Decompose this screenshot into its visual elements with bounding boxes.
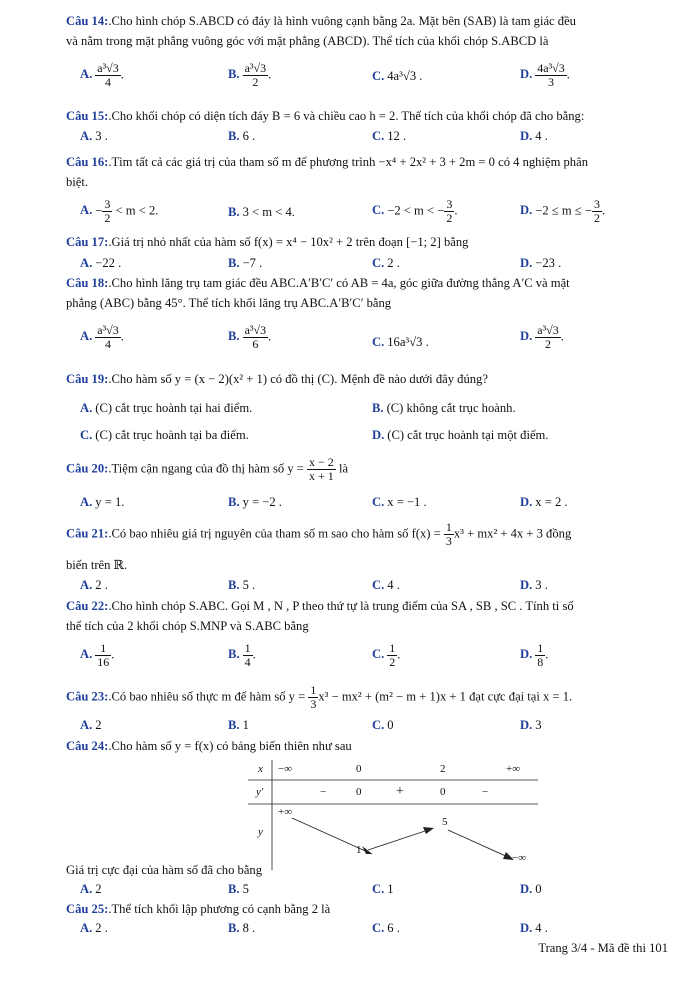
option-a[interactable]: A. 2: [80, 882, 102, 896]
fraction: $\frac{1}{3}$: [445, 520, 452, 548]
option-d[interactable]: D. $\frac{\text{a³√3}}{2}$ .: [520, 323, 564, 351]
option-c[interactable]: C. (C) cắt trục hoành tại ba điểm.: [80, 428, 249, 442]
option-b[interactable]: B. −7 .: [228, 256, 263, 270]
question-number: Câu 16:: [66, 155, 109, 169]
option-b[interactable]: B. 6 .: [228, 129, 256, 143]
fraction: $\frac{1}{4}$: [244, 641, 251, 669]
option-a[interactable]: A. −22 .: [80, 256, 122, 270]
question-text: .Cho hàm số y = f(x) có bảng biến thiên như sau: [108, 739, 352, 753]
page-footer: Trang 3/4 - Mã đề thi 101: [538, 941, 668, 955]
question-number: Câu 22:: [66, 599, 109, 613]
option-c[interactable]: C. 16a³√3 .: [372, 335, 429, 349]
fraction: $\frac{1}{16}$: [97, 641, 110, 669]
option-b[interactable]: B. 8 .: [228, 921, 256, 935]
option-c[interactable]: C. 0: [372, 718, 394, 732]
option-a[interactable]: A. (C) cắt trục hoành tại hai điểm.: [80, 401, 253, 415]
x-value: −∞: [278, 763, 293, 775]
x-value: +∞: [506, 763, 521, 775]
option-d[interactable]: D. x = 2 .: [520, 495, 568, 509]
question-text: Giá trị cực đại của hàm số đã cho bằng: [66, 863, 263, 877]
fraction: $\frac{\text{a³√3}}{4}$: [97, 61, 119, 89]
question-22: [66, 596, 668, 636]
sign: −: [320, 786, 327, 798]
option-a[interactable]: A. 2 .: [80, 921, 108, 935]
question-text: .Cho hình lăng trụ tam giác đều ABC.A′B′C′ có AB = 4a, góc giữa đường thẳng A′C và mặt: [108, 276, 570, 290]
option-c[interactable]: C. 1: [372, 882, 394, 896]
option-c[interactable]: C. 2 .: [372, 256, 400, 270]
y-label: y: [258, 826, 263, 838]
question-number: Câu 21:: [66, 526, 109, 541]
question-text: .Có bao nhiêu giá trị nguyên của tham số m sao cho hàm số f(x) =: [108, 526, 444, 541]
variation-table: [248, 760, 538, 870]
yprime-label: y′: [256, 786, 264, 798]
sign: −: [482, 786, 489, 798]
question-text: .Giá trị nhỏ nhất của hàm số f(x) = x⁴ − 10x² + 2 trên đoạn [−1; 2] bằng: [108, 235, 469, 249]
option-a[interactable]: A. y = 1.: [80, 495, 125, 509]
option-b[interactable]: B. y = −2 .: [228, 495, 282, 509]
question-text: .Cho hình chóp S.ABC. Gọi M , N , P theo thứ tự là trung điểm của SA , SB , SC . Tính tỉ số: [108, 599, 574, 613]
option-b[interactable]: B. 5: [228, 882, 249, 896]
option-b[interactable]: B. $\frac{\text{a³√3}}{2}$ .: [228, 61, 272, 89]
option-c[interactable]: C. $\frac{1}{2}$ .: [372, 641, 401, 669]
fraction: $\frac{\text{a³√3}}{4}$: [97, 323, 119, 351]
option-a[interactable]: A. 2: [80, 718, 102, 732]
option-d[interactable]: D. 3 .: [520, 578, 548, 592]
question-20: Câu 20:.Tiệm cận ngang của đồ thị hàm số y = $\frac{x - 2}{x + 1}$ là: [66, 455, 349, 483]
sign: +: [396, 784, 404, 799]
question-14: [66, 11, 668, 51]
y-value: 5: [442, 816, 448, 828]
question-15: [66, 106, 668, 126]
question-text: biệt.: [66, 175, 89, 189]
option-d[interactable]: D. −23 .: [520, 256, 562, 270]
x-value: 2: [440, 763, 446, 775]
x-value: 0: [356, 763, 362, 775]
question-text: .Cho khối chóp có diện tích đáy B = 6 và chiều cao h = 2. Thể tích của khối chóp đã cho bằng:: [108, 109, 585, 123]
fraction: $\frac{3}{2}$: [104, 197, 111, 225]
fraction: $\frac{3}{2}$: [446, 197, 453, 225]
question-18: [66, 273, 668, 313]
option-d[interactable]: D. −2 ≤ m ≤ − $\frac{3}{2}$ .: [520, 197, 606, 225]
fraction: $\frac{\text{a³√3}}{6}$: [244, 323, 267, 351]
option-d[interactable]: D. (C) cắt trục hoành tại một điểm.: [372, 428, 549, 442]
option-b[interactable]: B. 5 .: [228, 578, 256, 592]
fraction: $\frac{\text{a³√3}}{2}$: [244, 61, 267, 89]
question-text: .Tìm tất cả các giá trị của tham số m để phương trình −x⁴ + 2x² + 3 + 2m = 0 có 4 nghiệm phân: [108, 155, 588, 169]
question-number: Câu 23:: [66, 689, 109, 704]
option-d[interactable]: D. 3: [520, 718, 542, 732]
question-21: Câu 21:.Có bao nhiêu giá trị nguyên của tham số m sao cho hàm số f(x) = $\frac{1}{3}$ x³ + mx² + 4x + 3 đồng: [66, 520, 572, 548]
option-b[interactable]: B. 1: [228, 718, 249, 732]
question-number: Câu 15:: [66, 109, 109, 123]
fraction: $\frac{x - 2}{x + 1}$: [309, 455, 334, 483]
option-a[interactable]: A. 3 .: [80, 129, 108, 143]
option-d[interactable]: D. 4 .: [520, 921, 548, 935]
option-c[interactable]: C. 4 .: [372, 578, 400, 592]
question-23: Câu 23:.Có bao nhiêu số thực m để hàm số y = $\frac{1}{3}$ x³ − mx² + (m² − m + 1)x + 1 đạt cực đại tại x = 1.: [66, 683, 573, 711]
fraction: $\frac{1}{3}$: [310, 683, 317, 711]
option-b[interactable]: B. (C) không cắt trục hoành.: [372, 401, 516, 415]
option-c[interactable]: C. 6 .: [372, 921, 400, 935]
fraction: $\frac{1}{2}$: [389, 641, 396, 669]
option-c[interactable]: C. x = −1 .: [372, 495, 427, 509]
question-number: Câu 25:: [66, 902, 109, 916]
y-value: −∞: [512, 852, 527, 864]
question-text: và nằm trong mặt phẳng vuông góc với mặt phẳng (ABCD). Thể tích của khối chóp S.ABCD là: [66, 34, 549, 48]
question-number: Câu 19:: [66, 372, 109, 386]
y-value: 1: [356, 844, 362, 856]
question-text: thể tích của 2 khối chóp S.MNP và S.ABC bằng: [66, 619, 309, 633]
question-19: [66, 369, 668, 389]
fraction: $\frac{\text{4a³√3}}{3}$: [537, 61, 565, 89]
question-17: [66, 232, 668, 252]
fraction: $\frac{3}{2}$: [593, 197, 600, 225]
option-d[interactable]: D. $\frac{1}{8}$ .: [520, 641, 549, 669]
question-text: biến trên ℝ.: [66, 558, 128, 572]
question-text: .Tiệm cận ngang của đồ thị hàm số y =: [108, 461, 308, 476]
fraction: $\frac{1}{8}$: [537, 641, 544, 669]
question-text: .Cho hình chóp S.ABCD có đáy là hình vuông cạnh bằng 2a. Mặt bên (SAB) là tam giác đều: [108, 14, 576, 28]
x-label: x: [258, 763, 263, 775]
option-d[interactable]: D. $\frac{\text{4a³√3}}{3}$ .: [520, 61, 570, 89]
question-24: [66, 736, 668, 756]
option-c[interactable]: C. 12 .: [372, 129, 407, 143]
question-number: Câu 20:: [66, 461, 109, 476]
question-number: Câu 17:: [66, 235, 109, 249]
option-a[interactable]: A. $\frac{\text{a³√3}}{4}$ .: [80, 323, 124, 351]
question-number: Câu 24:: [66, 739, 109, 753]
fraction: $\frac{\text{a³√3}}{2}$: [537, 323, 559, 351]
option-a[interactable]: A. $\frac{\text{a³√3}}{4}$ .: [80, 61, 124, 89]
option-b[interactable]: B. 3 < m < 4.: [228, 205, 295, 219]
question-number: Câu 14:: [66, 14, 109, 28]
sign: 0: [440, 786, 446, 798]
question-text: .Có bao nhiêu số thực m để hàm số y =: [108, 689, 309, 704]
question-25: [66, 899, 668, 919]
question-text: .Cho hàm số y = (x − 2)(x² + 1) có đồ thị (C). Mệnh đề nào dưới đây đúng?: [108, 372, 488, 386]
question-text: .Thể tích khối lập phương có cạnh bằng 2 là: [108, 902, 331, 916]
question-text: phẳng (ABC) bằng 45°. Thể tích khối lăng trụ ABC.A′B′C′ bằng: [66, 296, 392, 310]
option-a[interactable]: A. 2 .: [80, 578, 108, 592]
question-16: [66, 152, 668, 192]
option-d[interactable]: D. 0: [520, 882, 542, 896]
option-b[interactable]: B. $\frac{\text{a³√3}}{6}$ .: [228, 323, 272, 351]
option-d[interactable]: D. 4 .: [520, 129, 548, 143]
sign: 0: [356, 786, 362, 798]
y-value: +∞: [278, 806, 293, 818]
option-c[interactable]: C. 4a³√3 .: [372, 69, 423, 83]
option-c[interactable]: C. −2 < m < − $\frac{3}{2}$ .: [372, 197, 458, 225]
option-a[interactable]: A. − $\frac{3}{2}$ < m < 2.: [80, 197, 159, 225]
question-number: Câu 18:: [66, 276, 109, 290]
option-b[interactable]: B. $\frac{1}{4}$ .: [228, 641, 256, 669]
option-a[interactable]: A. $\frac{1}{16}$ .: [80, 641, 115, 669]
